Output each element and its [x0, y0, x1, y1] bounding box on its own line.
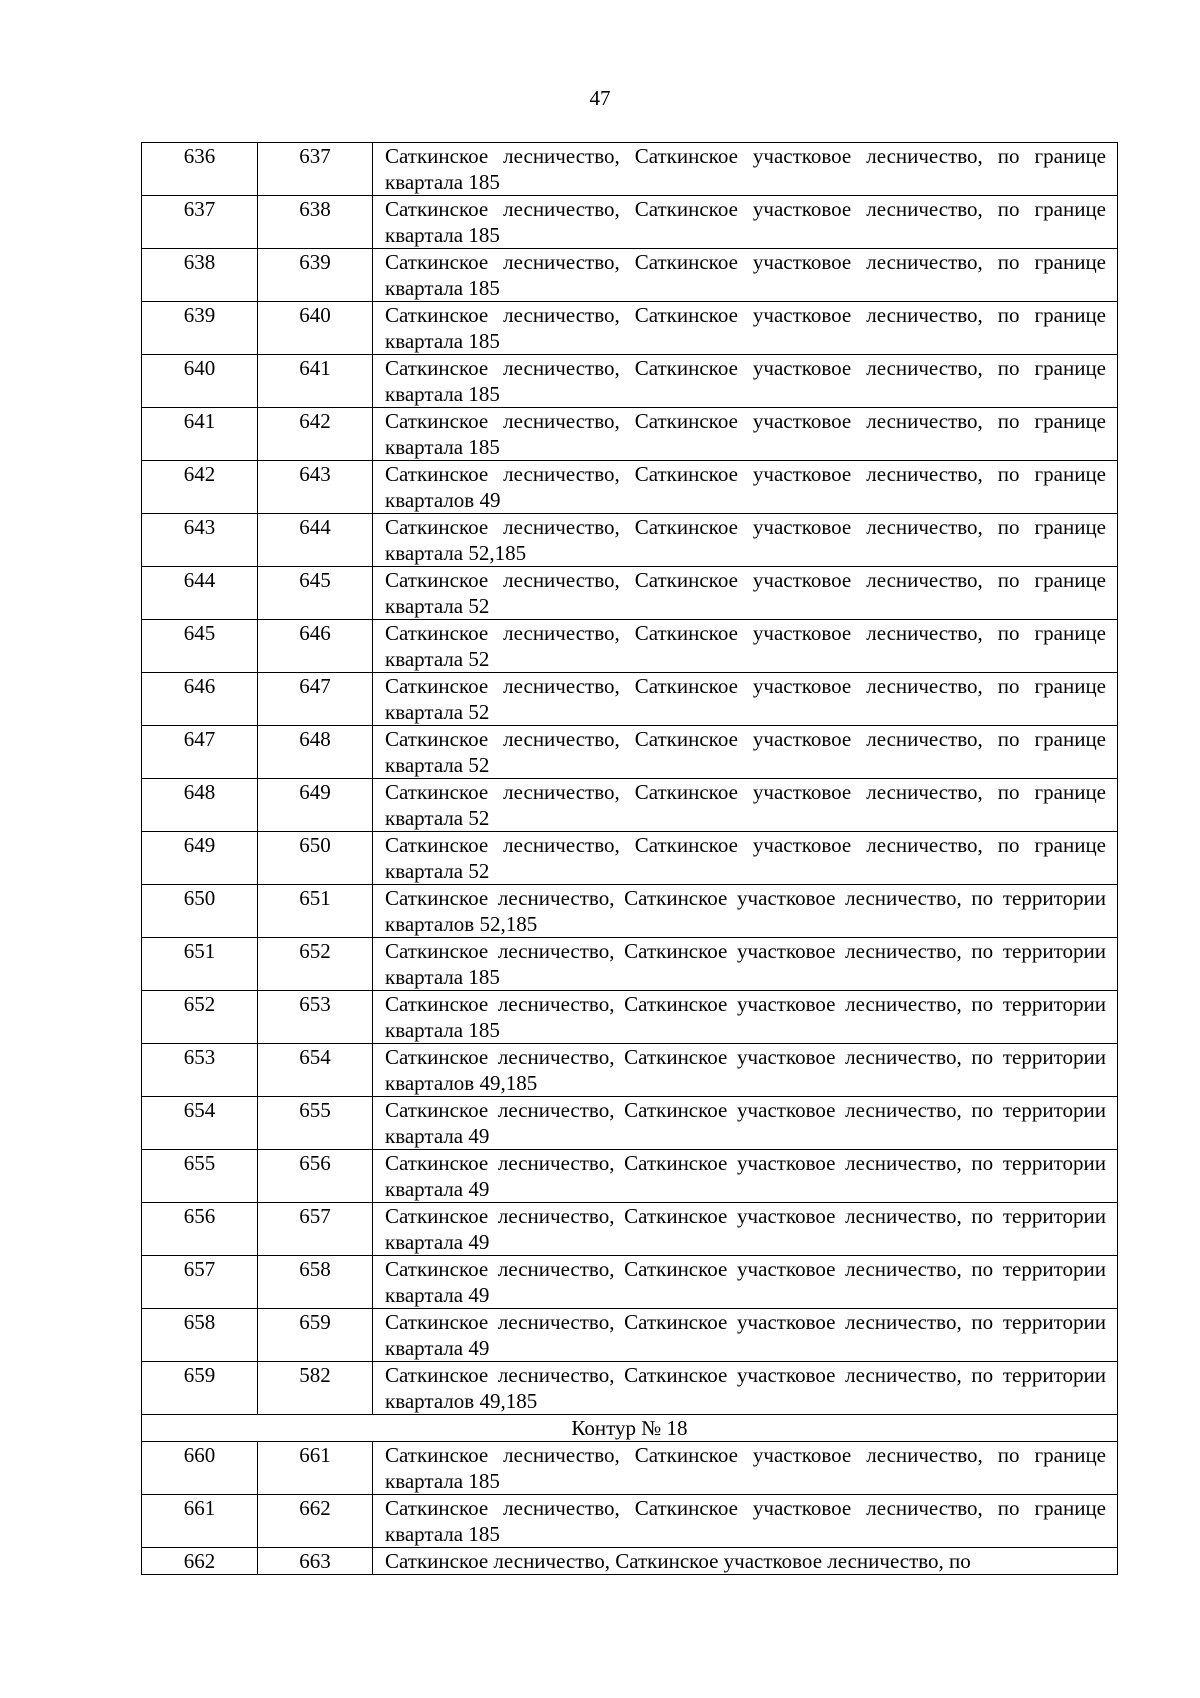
point-to-cell: 656 — [258, 1150, 373, 1203]
point-to-cell: 640 — [258, 302, 373, 355]
point-from-cell: 662 — [142, 1548, 258, 1575]
boundary-description-cell: Саткинское лесничество, Саткинское участковое лесничество, по границе квартала 185 — [373, 355, 1118, 408]
point-from-cell: 636 — [142, 143, 258, 196]
boundary-description-cell: Саткинское лесничество, Саткинское участковое лесничество, по границе квартала 185 — [373, 408, 1118, 461]
point-to-cell: 657 — [258, 1203, 373, 1256]
boundary-description-cell: Саткинское лесничество, Саткинское участковое лесничество, по территории кварталов 52,185 — [373, 885, 1118, 938]
table-row — [142, 726, 1118, 779]
point-to-cell: 652 — [258, 938, 373, 991]
point-from-cell: 650 — [142, 885, 258, 938]
boundary-description-cell: Саткинское лесничество, Саткинское участковое лесничество, по границе квартала 185 — [373, 249, 1118, 302]
table-row — [142, 355, 1118, 408]
point-from-cell: 657 — [142, 1256, 258, 1309]
point-from-cell: 655 — [142, 1150, 258, 1203]
point-to-cell: 643 — [258, 461, 373, 514]
table-row — [142, 1203, 1118, 1256]
table-row — [142, 832, 1118, 885]
point-to-cell: 649 — [258, 779, 373, 832]
point-from-cell: 639 — [142, 302, 258, 355]
table-row — [142, 408, 1118, 461]
point-to-cell: 638 — [258, 196, 373, 249]
boundary-description-cell: Саткинское лесничество, Саткинское участковое лесничество, по территории квартала 49 — [373, 1309, 1118, 1362]
section-row — [142, 1415, 1118, 1442]
boundary-description-cell: Саткинское лесничество, Саткинское участковое лесничество, по границе квартала 185 — [373, 143, 1118, 196]
point-to-cell: 644 — [258, 514, 373, 567]
boundary-description-cell: Саткинское лесничество, Саткинское участковое лесничество, по территории квартала 185 — [373, 938, 1118, 991]
table-row — [142, 885, 1118, 938]
table-row — [142, 1362, 1118, 1415]
point-from-cell: 637 — [142, 196, 258, 249]
point-from-cell: 653 — [142, 1044, 258, 1097]
boundary-description-cell: Саткинское лесничество, Саткинское участковое лесничество, по границе квартала 52 — [373, 832, 1118, 885]
point-from-cell: 652 — [142, 991, 258, 1044]
point-to-cell: 655 — [258, 1097, 373, 1150]
boundary-description-cell: Саткинское лесничество, Саткинское участковое лесничество, по границе квартала 52,185 — [373, 514, 1118, 567]
point-from-cell: 649 — [142, 832, 258, 885]
point-from-cell: 660 — [142, 1442, 258, 1495]
table-row — [142, 567, 1118, 620]
point-to-cell: 647 — [258, 673, 373, 726]
boundary-description-cell: Саткинское лесничество, Саткинское участковое лесничество, по границе квартала 52 — [373, 567, 1118, 620]
point-to-cell: 661 — [258, 1442, 373, 1495]
table-row — [142, 1442, 1118, 1495]
boundary-description-cell: Саткинское лесничество, Саткинское участковое лесничество, по территории квартала 185 — [373, 991, 1118, 1044]
boundary-description-cell: Саткинское лесничество, Саткинское участковое лесничество, по границе квартала 185 — [373, 302, 1118, 355]
table-row — [142, 938, 1118, 991]
point-to-cell: 654 — [258, 1044, 373, 1097]
point-from-cell: 656 — [142, 1203, 258, 1256]
table-row — [142, 143, 1118, 196]
point-from-cell: 661 — [142, 1495, 258, 1548]
point-from-cell: 648 — [142, 779, 258, 832]
boundary-description-cell: Саткинское лесничество, Саткинское участковое лесничество, по границе квартала 52 — [373, 726, 1118, 779]
table-row — [142, 1150, 1118, 1203]
point-from-cell: 642 — [142, 461, 258, 514]
point-from-cell: 643 — [142, 514, 258, 567]
point-from-cell: 647 — [142, 726, 258, 779]
point-from-cell: 651 — [142, 938, 258, 991]
boundary-description-cell: Саткинское лесничество, Саткинское участковое лесничество, по границе кварталов 49 — [373, 461, 1118, 514]
table-row — [142, 1256, 1118, 1309]
page-number: 47 — [589, 86, 611, 110]
table-row — [142, 1044, 1118, 1097]
contour-heading: Контур № 18 — [142, 1415, 1118, 1442]
point-to-cell: 648 — [258, 726, 373, 779]
boundary-description-cell: Саткинское лесничество, Саткинское участковое лесничество, по территории квартала 49 — [373, 1256, 1118, 1309]
point-to-cell: 582 — [258, 1362, 373, 1415]
point-from-cell: 644 — [142, 567, 258, 620]
point-to-cell: 645 — [258, 567, 373, 620]
boundary-description-cell: Саткинское лесничество, Саткинское участковое лесничество, по — [373, 1548, 1118, 1575]
point-to-cell: 637 — [258, 143, 373, 196]
table-row — [142, 991, 1118, 1044]
table-row — [142, 461, 1118, 514]
table-row — [142, 620, 1118, 673]
table-row — [142, 249, 1118, 302]
point-from-cell: 641 — [142, 408, 258, 461]
point-to-cell: 650 — [258, 832, 373, 885]
boundary-description-cell: Саткинское лесничество, Саткинское участковое лесничество, по территории квартала 49 — [373, 1150, 1118, 1203]
boundary-description-cell: Саткинское лесничество, Саткинское участковое лесничество, по территории кварталов 49,185 — [373, 1044, 1118, 1097]
point-to-cell: 658 — [258, 1256, 373, 1309]
point-to-cell: 662 — [258, 1495, 373, 1548]
point-from-cell: 638 — [142, 249, 258, 302]
boundary-table-body — [142, 143, 1118, 1575]
table-row — [142, 1548, 1118, 1575]
boundary-description-cell: Саткинское лесничество, Саткинское участковое лесничество, по границе квартала 185 — [373, 1495, 1118, 1548]
point-to-cell: 653 — [258, 991, 373, 1044]
table-row — [142, 779, 1118, 832]
point-from-cell: 654 — [142, 1097, 258, 1150]
table-row — [142, 1097, 1118, 1150]
table-row — [142, 1495, 1118, 1548]
point-to-cell: 639 — [258, 249, 373, 302]
boundary-description-cell: Саткинское лесничество, Саткинское участковое лесничество, по территории квартала 49 — [373, 1097, 1118, 1150]
point-from-cell: 659 — [142, 1362, 258, 1415]
boundary-table — [141, 142, 1118, 1575]
boundary-description-cell: Саткинское лесничество, Саткинское участковое лесничество, по территории квартала 49 — [373, 1203, 1118, 1256]
point-to-cell: 642 — [258, 408, 373, 461]
boundary-description-cell: Саткинское лесничество, Саткинское участковое лесничество, по территории кварталов 49,185 — [373, 1362, 1118, 1415]
table-row — [142, 514, 1118, 567]
boundary-description-cell: Саткинское лесничество, Саткинское участковое лесничество, по границе квартала 185 — [373, 196, 1118, 249]
point-to-cell: 641 — [258, 355, 373, 408]
point-to-cell: 646 — [258, 620, 373, 673]
point-to-cell: 659 — [258, 1309, 373, 1362]
point-to-cell: 651 — [258, 885, 373, 938]
table-row — [142, 1309, 1118, 1362]
boundary-description-cell: Саткинское лесничество, Саткинское участковое лесничество, по границе квартала 52 — [373, 673, 1118, 726]
table-row — [142, 196, 1118, 249]
point-from-cell: 645 — [142, 620, 258, 673]
point-from-cell: 640 — [142, 355, 258, 408]
table-row — [142, 673, 1118, 726]
boundary-description-cell: Саткинское лесничество, Саткинское участковое лесничество, по границе квартала 52 — [373, 620, 1118, 673]
boundary-description-cell: Саткинское лесничество, Саткинское участковое лесничество, по границе квартала 52 — [373, 779, 1118, 832]
table-row — [142, 302, 1118, 355]
boundary-description-cell: Саткинское лесничество, Саткинское участковое лесничество, по границе квартала 185 — [373, 1442, 1118, 1495]
point-from-cell: 646 — [142, 673, 258, 726]
point-from-cell: 658 — [142, 1309, 258, 1362]
point-to-cell: 663 — [258, 1548, 373, 1575]
